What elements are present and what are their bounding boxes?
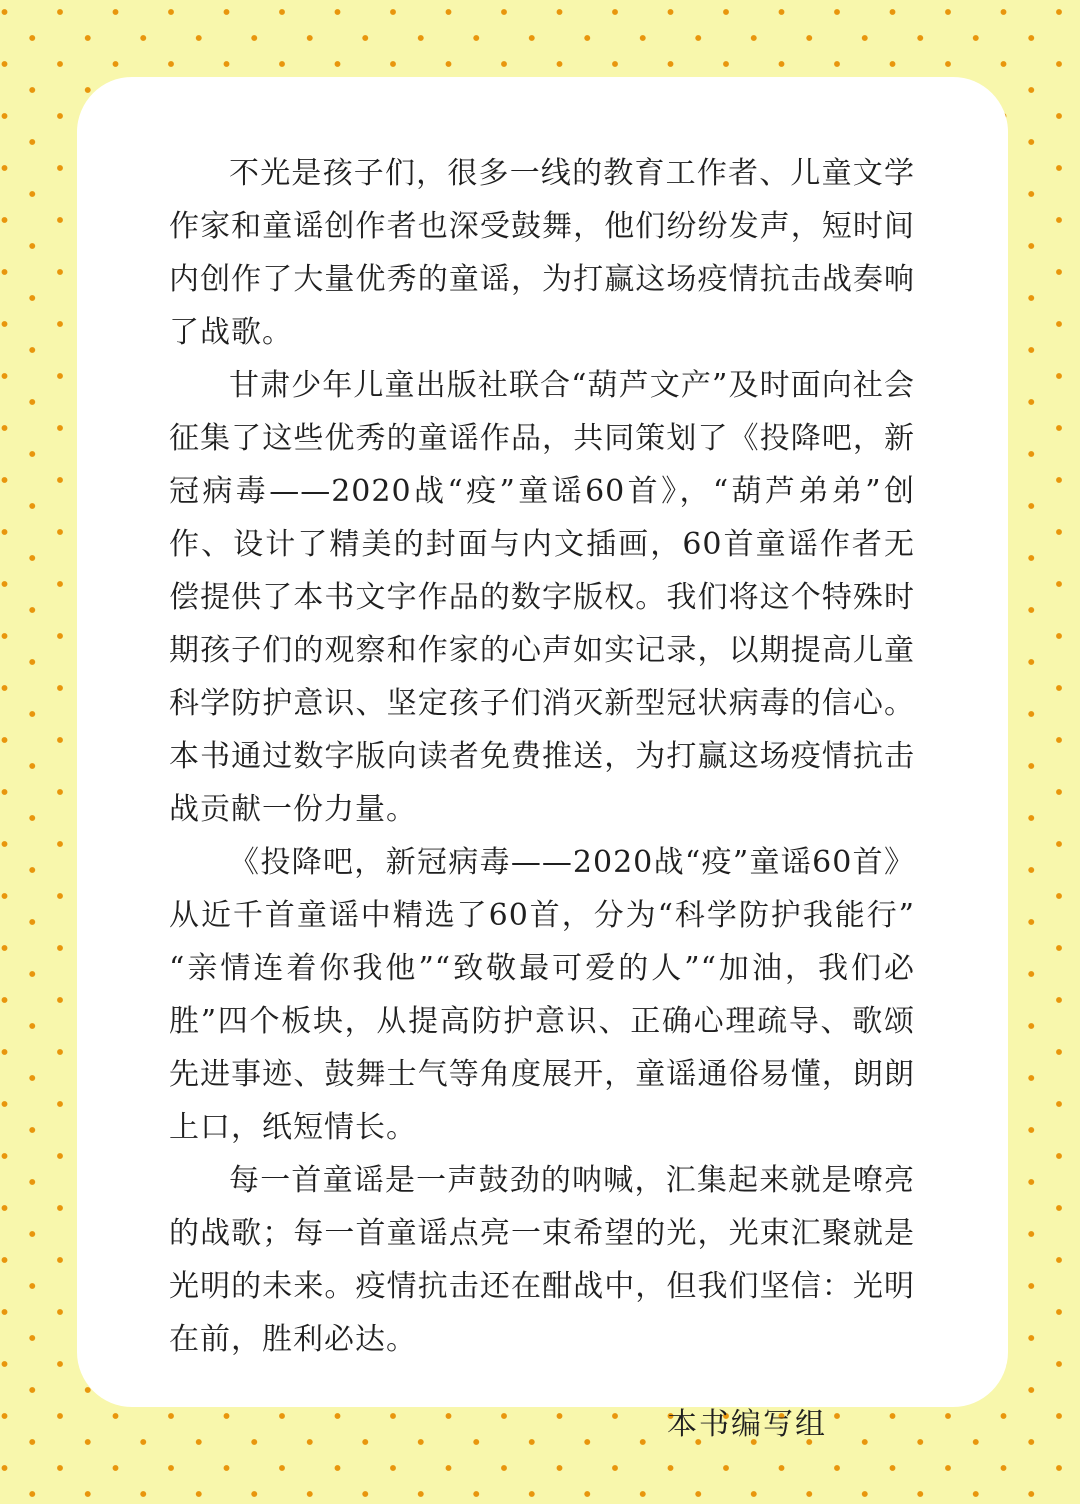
paragraph-2: 甘肃少年儿童出版社联合“葫芦文产”及时面向社会征集了这些优秀的童谣作品，共同策划了《投降吧，新冠病毒——2020战“疫”童谣60首》，“葫芦弟弟”创作、设计了精美的封面与内文插画，60首童谣作者无偿提供了本书文字作品的数字版权。我们将这个特殊时期孩子们的观察和作家的心声如实记录，以期提高儿童科学防护意识、坚定孩子们消灭新型冠状病毒的信心。本书通过数字版向读者免费推送，为打赢这场疫情抗击战贡献一份力量。 (169, 368, 915, 827)
paragraph-1: 不光是孩子们，很多一线的教育工作者、儿童文学作家和童谣创作者也深受鼓舞，他们纷纷发声，短时间内创作了大量优秀的童谣，为打赢这场疫情抗击战奏响了战歌。 (169, 156, 915, 350)
signature: 本书编写组 (667, 1407, 827, 1442)
paragraph-3: 《投降吧，新冠病毒——2020战“疫”童谣60首》从近千首童谣中精选了60首，分为“科学防护我能行”“亲情连着你我他”“致敬最可爱的人”“加油，我们必胜”四个板块，从提高防护意识、正确心理疏导、歌颂先进事迹、鼓舞士气等角度展开，童谣通俗易懂，朗朗上口，纸短情长。 (169, 845, 915, 1145)
content-card (77, 77, 1008, 1442)
paragraph-4: 每一首童谣是一声鼓劲的呐喊，汇集起来就是嘹亮的战歌；每一首童谣点亮一束希望的光，光束汇聚就是光明的未来。疫情抗击还在酣战中，但我们坚信：光明在前，胜利必达。 (169, 1163, 915, 1357)
editorial-note-text (169, 147, 915, 1451)
